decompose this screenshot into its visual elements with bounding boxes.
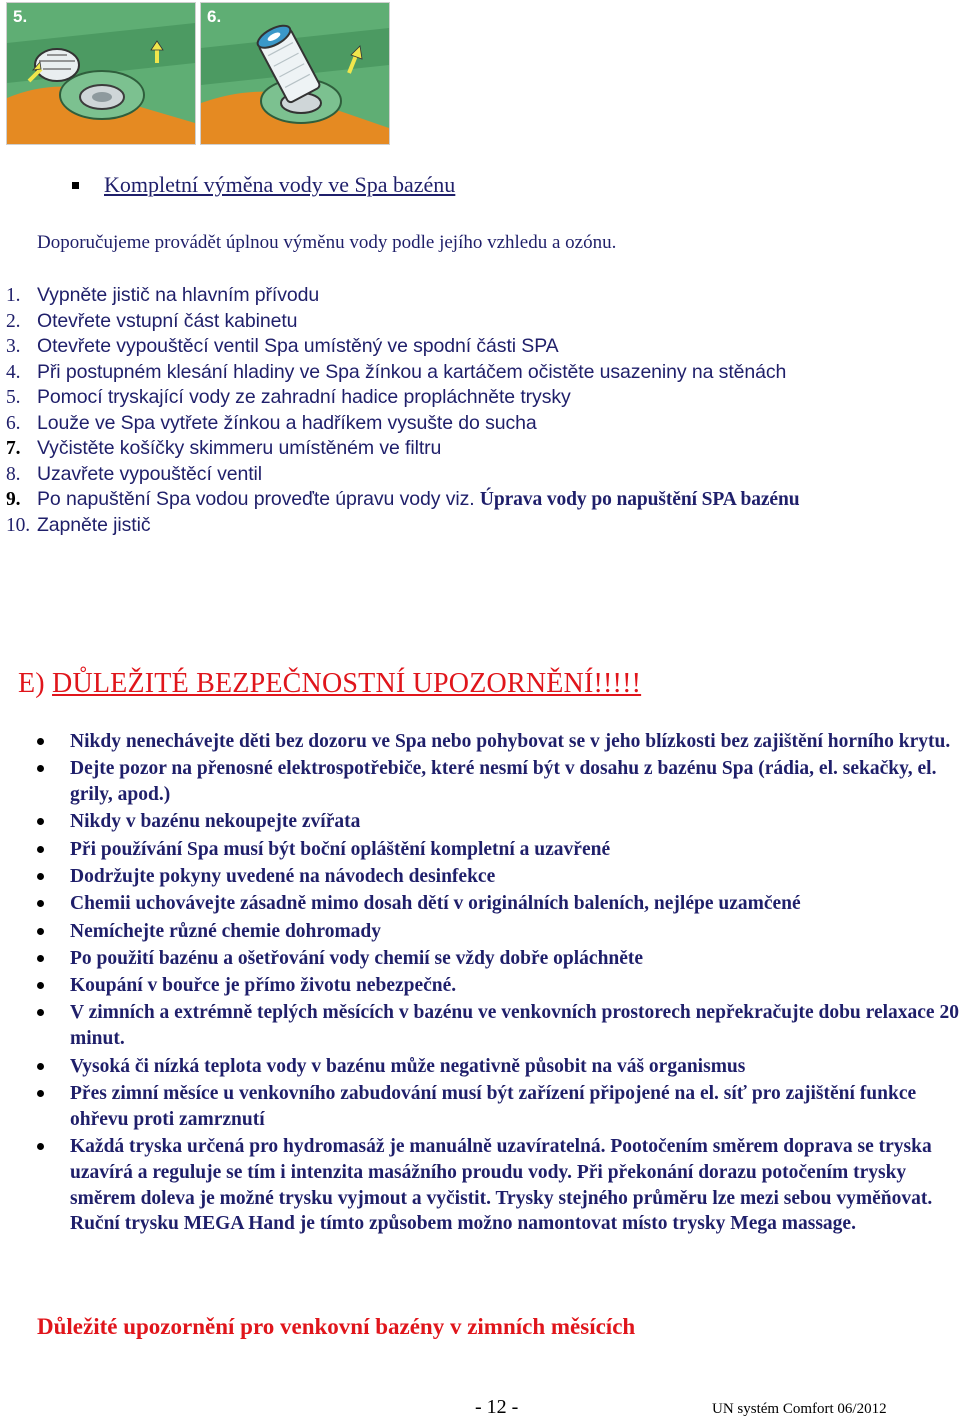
step-text: Louže ve Spa vytřete žínkou a hadříkem vysušte do sucha — [37, 411, 537, 434]
winter-warning-heading: Důležité upozornění pro venkovní bazény v zimních měsících — [37, 1314, 636, 1339]
list-item — [6, 360, 799, 386]
list-item — [0, 837, 960, 863]
list-item — [0, 946, 960, 972]
step-text: Otevřete vstupní část kabinetu — [37, 309, 298, 332]
warning-text: Nikdy nenechávejte děti bez dozoru ve Spa nebo pohybovat se v jeho blízkosti bez zajištění horního krytu. — [70, 731, 951, 752]
step-text: Při postupném klesání hladiny ve Spa žínkou a kartáčem očistěte usazeniny na stěnách — [37, 360, 787, 383]
illustration-number: 5. — [13, 7, 28, 26]
list-item — [0, 1134, 960, 1237]
warning-text: Nikdy v bazénu nekoupejte zvířata — [70, 811, 361, 833]
step-text: Vypněte jistič na hlavním přívodu — [37, 284, 320, 306]
step-text: Vyčistěte košíčky skimmeru umístěném ve filtru — [37, 437, 442, 459]
section-heading-water-change: Kompletní výměna vody ve Spa bazénu — [104, 172, 456, 197]
illustration-number: 6. — [207, 7, 222, 26]
list-item — [0, 756, 960, 808]
step-number: 5. — [6, 387, 21, 408]
warning-text: Nemíchejte různé chemie dohromady — [70, 920, 382, 942]
list-item — [0, 1081, 960, 1133]
step-number: 8. — [6, 463, 21, 485]
bullet-icon — [37, 982, 44, 989]
warning-text: Dejte pozor na přenosné elektrospotřebiče, které nesmí být v dosahu z bazénu Spa (rádia, el. sekačky, el. grily, apod.) — [70, 758, 937, 806]
list-item — [0, 891, 960, 917]
safety-warnings-list — [0, 729, 960, 1239]
list-item — [6, 411, 799, 437]
list-item — [0, 729, 960, 755]
warning-text: V zimních a extrémně teplých měsících v bazénu ve venkovních prostorech nepřekračujte dobu relaxace 20 minut. — [70, 1002, 959, 1050]
warning-text: Po použití bazénu a ošetřování vody chemií se vždy dobře opláchněte — [70, 947, 644, 969]
bullet-icon — [37, 1009, 44, 1016]
warning-text: Vysoká či nízká teplota vody v bazénu může negativně působit na váš organismus — [70, 1055, 746, 1077]
step-bold-reference: Úprava vody po napuštění SPA bazénu — [479, 489, 800, 510]
step-number: 2. — [6, 310, 21, 332]
bullet-icon — [37, 873, 44, 880]
warning-text: Dodržujte pokyny uvedené na návodech desinfekce — [70, 865, 496, 887]
safety-warning-heading — [18, 668, 641, 700]
list-item — [0, 809, 960, 835]
step-number: 7. — [6, 438, 21, 459]
list-item — [0, 864, 960, 890]
list-item — [6, 309, 799, 335]
bullet-icon — [37, 1063, 44, 1070]
list-item — [6, 334, 799, 360]
intro-paragraph: Doporučujeme provádět úplnou výměnu vody podle jejího vzhledu a ozónu. — [37, 232, 617, 253]
step-text: Otevřete vypouštěcí ventil Spa umístěný ve spodní části SPA — [37, 335, 559, 357]
step-number: 6. — [6, 412, 21, 434]
bullet-icon — [37, 765, 44, 772]
bullet-icon — [37, 846, 44, 853]
warning-text: Chemii uchovávejte zásadně mimo dosah dětí v originálních baleních, nejlépe uzamčené — [70, 893, 801, 915]
warning-text: Koupání v bouřce je přímo životu nebezpečné. — [70, 975, 457, 997]
step-number: 3. — [6, 336, 21, 357]
bullet-icon — [37, 928, 44, 935]
document-footer: UN systém Comfort 06/2012 — [712, 1401, 887, 1417]
illustration-step-6 — [200, 2, 390, 145]
step-text: Po napuštění Spa vodou proveďte úpravu vody viz. — [37, 488, 480, 510]
step-text: Uzavřete vypouštěcí ventil — [37, 462, 263, 485]
list-item — [6, 487, 799, 513]
list-item — [6, 385, 799, 411]
step-number: 9. — [6, 489, 21, 510]
warning-text: Při používání Spa musí být boční opláštění kompletní a uzavřené — [70, 838, 611, 860]
step-text: Zapněte jistič — [37, 513, 151, 536]
bullet-icon — [37, 738, 44, 745]
list-item — [6, 513, 799, 539]
square-bullet-icon — [72, 182, 79, 189]
list-item — [6, 462, 799, 488]
list-item — [0, 919, 960, 945]
step-number: 1. — [6, 285, 21, 306]
bullet-icon — [37, 818, 44, 825]
list-item — [6, 436, 799, 462]
bullet-icon — [37, 1090, 44, 1097]
list-item — [0, 973, 960, 999]
illustration-step-5 — [6, 2, 196, 145]
step-number: 10. — [6, 514, 31, 536]
step-number: 4. — [6, 361, 21, 383]
list-item — [6, 283, 799, 309]
page-number: - 12 - — [475, 1396, 519, 1418]
bullet-icon — [37, 900, 44, 907]
list-item — [0, 1000, 960, 1052]
bullet-icon — [37, 955, 44, 962]
safety-heading-exclamation: !!!!! — [593, 668, 642, 699]
section-prefix: E) — [18, 668, 45, 699]
step-text: Pomocí tryskající vody ze zahradní hadice propláchněte trysky — [37, 386, 571, 408]
warning-text: Každá tryska určená pro hydromasáž je manuálně uzavíratelná. Pootočením směrem doprava se tryska uzavírá a reguluje se tím i intenzita masážního proudu vody. Při překonání dorazu potočením trysky směrem doleva je možné trysku vyjmout a vyčistit. Trysky stejného průměru lze mezi sebou vyměňovat. Ruční trysku MEGA Hand je tímto způsobem možno namontovat místo trysky Mega massage. — [70, 1135, 933, 1235]
filter-cartridge-removal-illustration — [201, 3, 389, 144]
list-item — [0, 1054, 960, 1080]
steps-list — [6, 283, 799, 538]
bullet-icon — [37, 1143, 44, 1150]
skimmer-basket-removal-illustration — [7, 3, 195, 144]
warning-text: Přes zimní měsíce u venkovního zabudování musí být zařízení připojené na el. síť pro zajištění funkce ohřevu proti zamrznutí — [70, 1082, 917, 1130]
safety-heading-text: DŮLEŽITÉ BEZPEČNOSTNÍ UPOZORNĚNÍ — [52, 668, 594, 699]
